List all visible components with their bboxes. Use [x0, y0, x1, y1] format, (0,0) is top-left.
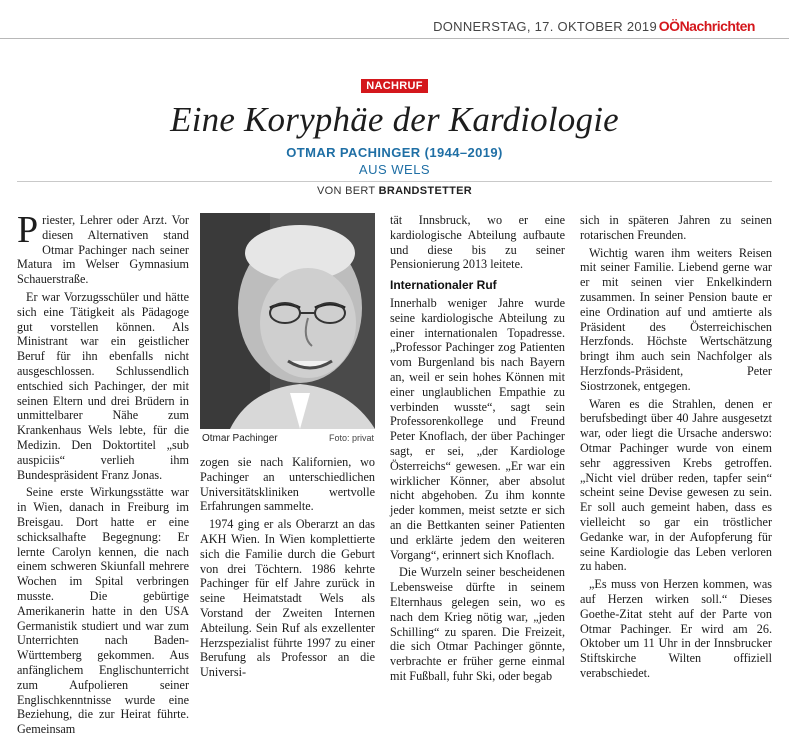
- paragraph: sich in späteren Jahren zu seinen rotarischen Freunden.: [580, 213, 772, 242]
- newspaper-header: [0, 0, 789, 39]
- caption-text: Otmar Pachinger: [202, 433, 278, 444]
- paragraph: [17, 209, 189, 287]
- article-subtitle-location: AUS WELS: [358, 162, 431, 177]
- newspaper-logo: OÖNachrichten: [658, 18, 755, 34]
- article-kicker: NACHRUF: [361, 79, 427, 93]
- drop-cap: P: [17, 209, 39, 251]
- section-heading: Internationaler Ruf: [390, 278, 497, 293]
- issue-date: DONNERSTAG, 17. OKTOBER 2019: [433, 19, 657, 34]
- paragraph: „Es muss von Herzen kommen, was auf Herzen wirken soll.“ Dieses Goethe-Zitat steht auf der Parte von Otmar Pachinger. Er wird am 26. Oktober um 11 Uhr in der Innsbrucker Stiftskirche Wilten offiziell verabschiedet.: [580, 577, 772, 680]
- portrait-illustration: [200, 213, 375, 429]
- photo-caption: [202, 433, 374, 444]
- kicker-wrapper: [0, 76, 789, 94]
- paragraph: 1974 ging er als Oberarzt an das AKH Wien. In Wien komplettierte sich die Familie durch die Geburt von drei Töchtern. 1986 kehrte Pachinger für elf Jahre zurück in seine Heimatstadt Wels als Vorstand der Zweiten Internen Abteilung. Sein Ruf als exzellenter Herzspezialist führte 1997 zu einer Berufung als Professor an die Universi-: [200, 517, 375, 680]
- paragraph: Innerhalb weniger Jahre wurde seine kardiologische Abteilung zu einer internationalen Topadresse. „Professor Pachinger zog Patienten vom Burgenland bis nach Bayern an, weil er sein hohes Können mit einer unglaublichen Empathie zu verbinden wusste“, sagt sein Professorenkollege und Freund Peter Knoflach, der über Pachinger sagt, er sei, „der Kardiologe Österreichs“ gewesen. „Er war ein wirklicher Könner, aber absolut nicht abgehoben. Zu ihm konnte jeder kommen, meist setzte er sich an die Bettkanten seiner Patienten und erklärte jedem den weiteren Vorgang“, erinnert sich Knoflach.: [390, 295, 565, 562]
- article-subtitle: OTMAR PACHINGER (1944–2019): [286, 145, 503, 160]
- paragraph-text: riester, Lehrer oder Arzt. Vor diesen Alternativen stand Otmar Pachinger nach seiner Matura im Welser Gymnasium Schauerstraße.: [17, 213, 189, 287]
- paragraph: Er war Vorzugsschüler und hätte sich eine Tätigkeit als Pädagoge gut vorstellen können. Als Ministrant war ein geistlicher Beruf für ihn ebenfalls nicht ausgeschlossen. Schlussendlich entschied sich Pachinger, der mit seinen Eltern und drei Brüdern in unmittelbarer Nähe zum Krankenhaus Wels lebte, für die Medizin. Den Doktortitel „sub auspiciis“ verlieh ihm Bundespräsident Franz Jonas.: [17, 289, 189, 482]
- portrait-photo: [200, 213, 375, 429]
- article-column-1: [17, 209, 189, 740]
- byline: [0, 185, 789, 197]
- paragraph: tät Innsbruck, wo er eine kardiologische Abteilung aufbaute und diese bis zu seiner Pensionierung 2013 leitete.: [390, 213, 565, 272]
- article-column-3: [390, 213, 565, 687]
- article-column-2: [200, 455, 375, 683]
- paragraph: Die Wurzeln seiner bescheidenen Lebensweise dürfte in seinem Elternhaus gelegen sein, wo es nach dem Krieg nötig war, „jeden Schilling“ zu sparen. Die Freizeit, die sich Otmar Pachinger gönnte, verbrachte er früher gerne einmal mit Fußball, fuhr Ski, oder begab: [390, 565, 565, 683]
- divider: [17, 181, 772, 182]
- byline-prefix: VON BERT: [316, 185, 376, 197]
- photo-credit: Foto: privat: [328, 433, 374, 443]
- paragraph: Seine erste Wirkungsstätte war in Wien, danach in Freiburg im Breisgau. Dort hatte er eine schicksalhafte Begegnung: Er lernte Carolyn kennen, die nach einem schweren Skiunfall mehrere Wochen im Spital verbringen musste. Die gebürtige Amerikanerin hatte in den USA Germanistik studiert und war zum Unterrichten nach Baden-Württemberg gekommen. Aus anfänglichem Englischunterricht zum Aufpolieren seiner Englischkenntnisse wurde eine Beziehung, die zur Heirat führte. Gemeinsam: [17, 485, 189, 737]
- byline-author: BRANDSTETTER: [378, 185, 473, 197]
- paragraph: zogen sie nach Kalifornien, wo Pachinger an unterschiedlichen Universitätskliniken wertvolle Erfahrungen sammelte.: [200, 455, 375, 514]
- article-headline: Eine Koryphäe der Kardiologie: [170, 100, 619, 139]
- article-column-4: [580, 213, 772, 684]
- paragraph: Waren es die Strahlen, denen er berufsbedingt über 40 Jahre ausgesetzt war, oder liegt die Ursache anderswo: Otmar Pachinger wurde von einem sehr aggressiven Krebs getroffen. „Nicht viel drüber reden, tapfer sein“ scheint seine Devise gewesen zu sein. Er soll auch gemeint haben, dass es vielleicht so gar ein tröstlicher Gedanke war, in der Aufopferung für seine Kardiologie das Leben verloren zu haben.: [580, 396, 772, 574]
- paragraph: Wichtig waren ihm weiters Reisen mit seiner Familie. Liebend gerne war er mit seinen vier Enkelkindern zusammen. In seiner Pension baute er eine Ordination auf und amtierte als Präsident des Österreichischen Herzfonds. Höchste Wertschätzung bringt ihm auch sein Nachfolger als Herzfonds-Präsident, Peter Siostrzonek, entgegen.: [580, 245, 772, 393]
